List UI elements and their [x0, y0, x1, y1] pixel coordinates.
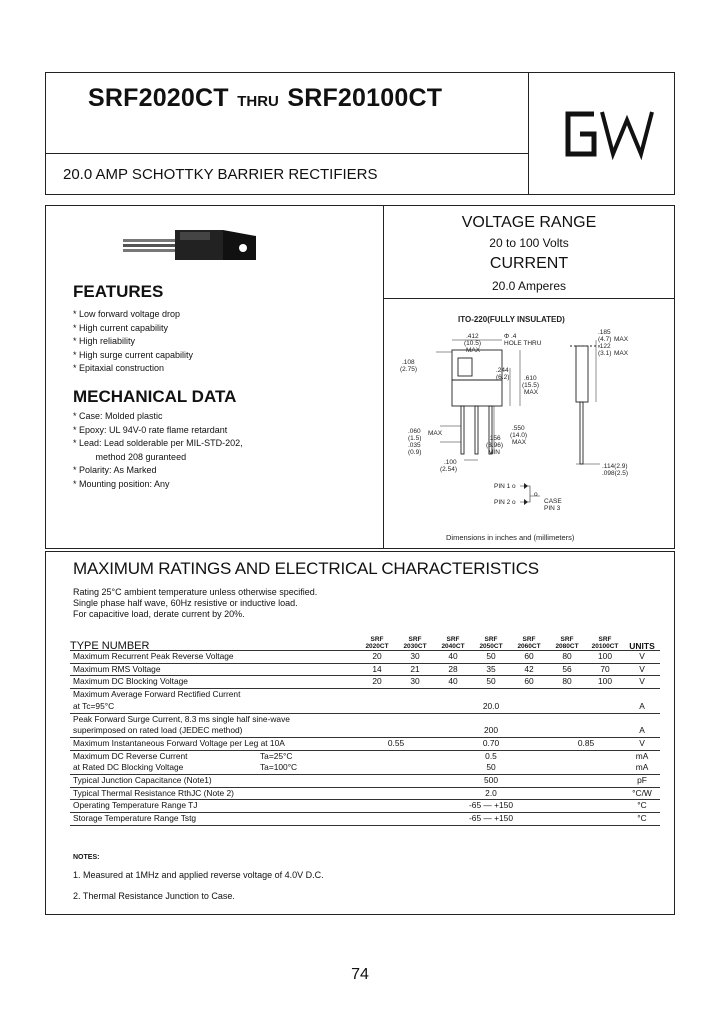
param-cell: Peak Forward Surge Current, 8.3 ms single half sine-wave [73, 713, 290, 724]
value-cell: 30 [396, 651, 434, 664]
value-cell: 20 [358, 651, 396, 664]
package-name: ITO-220(FULLY INSULATED) [458, 315, 565, 324]
svg-text:MAX: MAX [428, 430, 443, 437]
svg-text:.550: .550 [512, 425, 525, 432]
part-from: SRF2020CT [88, 84, 229, 112]
pin-diagram [494, 483, 562, 512]
units-header: UNITS [624, 630, 660, 651]
condition-note: Ta=100°C [260, 762, 298, 773]
value-cell: 100 [586, 676, 624, 689]
dimension-labels [400, 329, 629, 477]
svg-text:.412: .412 [466, 333, 479, 340]
part-to: SRF20100CT [287, 84, 443, 112]
svg-text:MAX: MAX [524, 389, 539, 396]
value-cell: 80 [548, 651, 586, 664]
svg-text:.610: .610 [524, 375, 537, 382]
value-cell: 50 [472, 676, 510, 689]
value-cell: 80 [548, 676, 586, 689]
current-value: 20.0 Amperes [491, 279, 567, 293]
table-row [70, 800, 660, 813]
unit-cell: mA [624, 762, 660, 774]
value-cell: 20 [358, 676, 396, 689]
table-header [70, 630, 660, 651]
value-cell: 200 [358, 725, 624, 737]
param-cell: at Rated DC Blocking Voltage Ta=100°C [70, 762, 358, 774]
svg-text:(0.9): (0.9) [408, 449, 422, 456]
list-item: * Mounting position: Any [73, 478, 170, 489]
param-cell: at Tc=95°C [70, 701, 358, 713]
unit-cell: °C/W [624, 787, 660, 800]
value-cell: 500 [358, 775, 624, 788]
param-cell: Maximum Average Forward Rectified Current [73, 689, 241, 700]
table-row [70, 651, 660, 664]
header-divider [528, 72, 529, 195]
voltage-range-label: VOLTAGE RANGE [461, 214, 597, 231]
rating-condition: Single phase half wave, 60Hz resistive or inductive load. [73, 598, 298, 608]
svg-text:PIN 1 o: PIN 1 o [494, 483, 516, 490]
features-heading: FEATURES [73, 282, 164, 301]
value-cell: 0.5 [485, 750, 497, 761]
table-row [70, 762, 660, 774]
table-row [70, 750, 660, 762]
value-cell: 0.70 [434, 737, 548, 750]
list-item: method 208 guranteed [73, 451, 187, 462]
param-cell: Maximum Recurrent Peak Reverse Voltage [70, 651, 358, 664]
unit-cell: °C [624, 813, 660, 826]
ratings-heading: MAXIMUM RATINGS AND ELECTRICAL CHARACTERISTICS [73, 559, 539, 578]
svg-text:Φ .4: Φ .4 [504, 333, 517, 340]
value-cell: 50 [472, 651, 510, 664]
drawing-caption: Dimensions in inches and (millimeters) [446, 533, 575, 542]
svg-text:.035: .035 [408, 442, 421, 449]
thru-label: THRU [237, 93, 279, 110]
list-item: * Polarity: As Marked [73, 465, 157, 476]
list-item: * Epoxy: UL 94V-0 rate flame retardant [73, 424, 228, 435]
unit-cell: V [624, 651, 660, 664]
svg-text:(3.1): (3.1) [598, 350, 612, 357]
table-body [70, 651, 660, 826]
value-cell: 100 [586, 651, 624, 664]
value-cell [358, 713, 624, 725]
package-drawing [400, 310, 660, 546]
list-item: * High current capability [73, 322, 169, 333]
value-cell: 14 [358, 663, 396, 676]
page-number: 74 [351, 966, 369, 983]
column-header: SRF 2060CT [510, 630, 548, 651]
param-cell: Maximum Instantaneous Forward Voltage per Leg at 10A [70, 737, 358, 750]
column-header: SRF 20100CT [586, 630, 624, 651]
table-row [70, 737, 660, 750]
svg-text:(10.5): (10.5) [464, 340, 481, 347]
svg-text:(2.54): (2.54) [440, 466, 457, 473]
svg-text:MAX: MAX [614, 336, 629, 343]
column-header: SRF 2030CT [396, 630, 434, 651]
list-item: * Epitaxial construction [73, 363, 165, 374]
value-cell: 35 [472, 663, 510, 676]
svg-text:o: o [534, 491, 538, 498]
specs-divider [383, 298, 675, 299]
svg-text:(6.2): (6.2) [496, 374, 510, 381]
svg-text:(3.96): (3.96) [486, 442, 503, 449]
svg-text:CASE: CASE [544, 498, 562, 505]
rating-condition: Rating 25°C ambient temperature unless otherwise specified. [73, 587, 318, 597]
list-item: * Low forward voltage drop [73, 309, 181, 319]
svg-text:.114(2.9): .114(2.9) [602, 463, 628, 470]
svg-text:.098(2.5): .098(2.5) [602, 470, 629, 477]
unit-cell [624, 713, 660, 725]
voltage-range-value: 20 to 100 Volts [489, 236, 569, 250]
svg-text:MIN: MIN [488, 449, 500, 456]
value-cell: 60 [510, 676, 548, 689]
note-item: 2. Thermal Resistance Junction to Case. [73, 891, 235, 901]
value-cell: 0.55 [358, 737, 434, 750]
unit-cell [624, 689, 660, 701]
body-side [570, 346, 600, 464]
svg-text:.122: .122 [598, 343, 611, 350]
svg-text:.060: .060 [408, 428, 421, 435]
svg-text:HOLE THRU: HOLE THRU [504, 340, 542, 347]
value-cell: 21 [396, 663, 434, 676]
value-cell: 42 [510, 663, 548, 676]
package-image [120, 222, 260, 272]
value-cell: 40 [434, 651, 472, 664]
value-cell: 70 [586, 663, 624, 676]
column-header: SRF 2050CT [472, 630, 510, 651]
page-subtitle: 20.0 AMP SCHOTTKY BARRIER RECTIFIERS [63, 166, 378, 183]
unit-cell: V [624, 663, 660, 676]
list-item: * Case: Molded plastic [73, 411, 163, 421]
svg-text:PIN 3: PIN 3 [544, 505, 561, 512]
column-header: SRF 2040CT [434, 630, 472, 651]
param-cell: Operating Temperature Range TJ [70, 800, 358, 813]
param-cell: Storage Temperature Range Tstg [70, 813, 358, 826]
current-label: CURRENT [489, 255, 569, 272]
unit-cell: V [624, 676, 660, 689]
table-row [70, 663, 660, 676]
body-front [452, 350, 502, 406]
param-cell: superimposed on rated load (JEDEC method) [70, 725, 358, 737]
unit-cell: A [624, 725, 660, 737]
svg-text:(2.75): (2.75) [400, 366, 417, 373]
note-item: 1. Measured at 1MHz and applied reverse voltage of 4.0V D.C. [73, 870, 324, 880]
value-cell: 2.0 [358, 787, 624, 800]
svg-text:.185: .185 [598, 329, 611, 336]
value-cell: 50 [358, 762, 624, 774]
value-cell [358, 689, 624, 701]
value-cell: 30 [396, 676, 434, 689]
table-row [70, 701, 660, 713]
mechanical-heading: MECHANICAL DATA [73, 387, 237, 406]
value-cell: 60 [510, 651, 548, 664]
header-divider [45, 153, 529, 154]
svg-text:(1.5): (1.5) [408, 435, 422, 442]
list-item: * High surge current capability [73, 349, 194, 360]
svg-text:.108: .108 [402, 359, 415, 366]
svg-text:.244: .244 [496, 367, 509, 374]
table-row [70, 689, 660, 701]
svg-text:MAX: MAX [466, 347, 481, 354]
value-cell: 20.0 [358, 701, 624, 713]
condition-note: Ta=25°C [260, 750, 293, 761]
table-row [70, 775, 660, 788]
value-cell: 40 [434, 676, 472, 689]
unit-cell: °C [624, 800, 660, 813]
table-row [70, 725, 660, 737]
param-cell: Maximum RMS Voltage [70, 663, 358, 676]
param-cell: Typical Junction Capacitance (Note1) [70, 775, 358, 788]
svg-text:(14.0): (14.0) [510, 432, 527, 439]
value-cell: 0.85 [548, 737, 624, 750]
rating-condition: For capacitive load, derate current by 20%. [73, 609, 245, 619]
svg-text:(4.7): (4.7) [598, 336, 612, 343]
page-title [88, 84, 442, 113]
unit-cell: A [624, 701, 660, 713]
table-row [70, 813, 660, 826]
svg-text:MAX: MAX [512, 439, 527, 446]
svg-text:PIN 2 o: PIN 2 o [494, 499, 516, 506]
svg-text:.100: .100 [444, 459, 457, 466]
features-list [73, 308, 193, 376]
unit-cell: V [624, 737, 660, 750]
param-cell: Maximum DC Blocking Voltage [70, 676, 358, 689]
ratings-table [70, 630, 660, 826]
mechanical-list [73, 410, 243, 492]
value-cell: 28 [434, 663, 472, 676]
column-header: SRF 2080CT [548, 630, 586, 651]
param-cell: Maximum DC Reverse Current Ta=25°C [73, 750, 293, 761]
table-row [70, 713, 660, 725]
table-row [70, 676, 660, 689]
gw-logo [560, 108, 656, 160]
value-cell: -65 — +150 [358, 813, 624, 826]
type-number-header: TYPE NUMBER [70, 630, 358, 651]
unit-cell: mA [635, 750, 649, 761]
svg-text:.156: .156 [488, 435, 501, 442]
table-row [70, 787, 660, 800]
list-item: * High reliability [73, 336, 136, 347]
column-header: SRF 2020CT [358, 630, 396, 651]
list-item: * Lead: Lead solderable per MIL-STD-202, [73, 438, 243, 449]
svg-text:MAX: MAX [614, 350, 629, 357]
unit-cell: pF [624, 775, 660, 788]
param-cell: Typical Thermal Resistance RthJC (Note 2) [70, 787, 358, 800]
value-cell: -65 — +150 [358, 800, 624, 813]
svg-text:(15.5): (15.5) [522, 382, 539, 389]
value-cell: 56 [548, 663, 586, 676]
notes-heading: NOTES: [73, 854, 100, 861]
